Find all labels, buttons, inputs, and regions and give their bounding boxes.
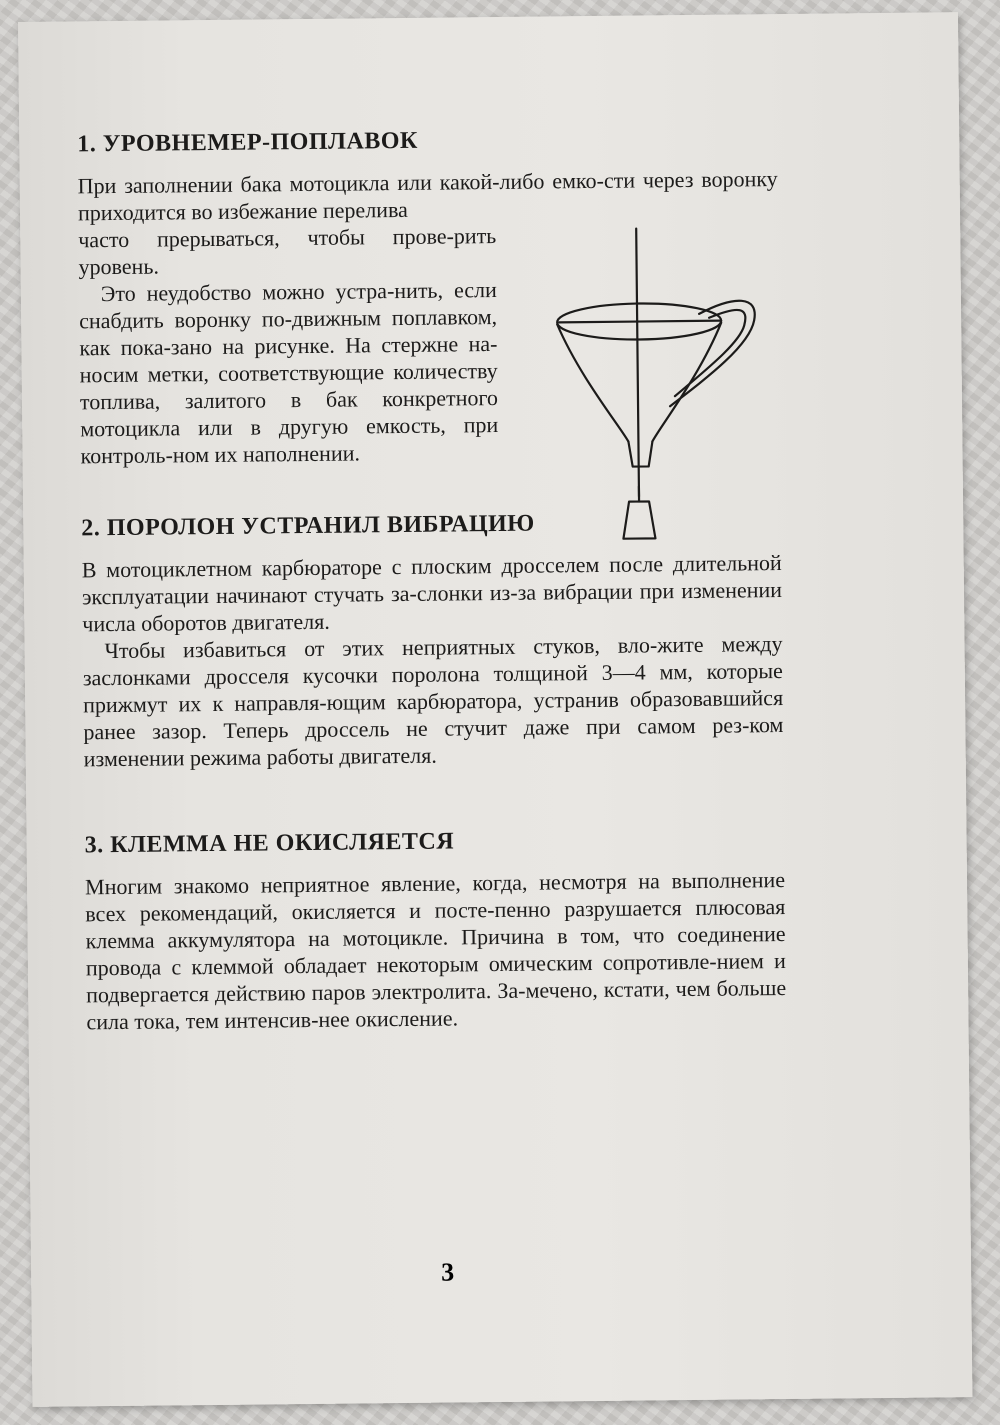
section-2-paragraph-1: В мотоциклетном карбюраторе с плоским дросселем после длительной эксплуатации начинают стучать за-слонки из-за вибрации при изменении числа оборотов двигателя. <box>81 550 783 637</box>
section-3-title: 3. КЛЕММА НЕ ОКИСЛЯЕТСЯ <box>84 828 455 859</box>
page-content <box>77 124 787 1081</box>
book-page <box>18 12 972 1407</box>
section-1-title: 1. УРОВНЕМЕР-ПОПЛАВОК <box>77 127 418 158</box>
section-2-title: 2. ПОРОЛОН УСТРАНИЛ ВИБРАЦИЮ <box>81 510 535 542</box>
section-2-paragraph-2: Чтобы избавиться от этих неприятных стуков, вло-жите между заслонками дросселя кусочки поролона толщиной 3—4 мм, которые прижмут их к направля-ющим карбюратора, устранив образовавшийся ранее зазор. Теперь дроссель не стучит даже при самом рез-ком изменении режима работы двигателя. <box>82 631 784 772</box>
section-1-paragraph-1b: часто прерываться, чтобы прове-рить уровень. <box>78 223 497 280</box>
section-3 <box>84 825 786 1035</box>
section-2 <box>81 508 784 772</box>
section-1-body <box>78 165 781 469</box>
section-1 <box>77 124 781 469</box>
funnel-with-float-illustration-icon <box>548 225 771 547</box>
section-1-paragraph-1: При заполнении бака мотоцикла или какой-либо емко-сти через воронку приходится во избежание перелива <box>77 166 778 226</box>
section-3-paragraph-1: Многим знакомо неприятное явление, когда, несмотря на выполнение всех рекомендаций, окисляется и посте-пенно разрушается плюсовая клемма аккумулятора на мотоцикле. Причина в том, что соединение провода с клеммой обладает некоторым омическим сопротивле-нием и подвергается действию паров электролита. За-мечено, кстати, чем больше сила тока, тем интенсив-нее окисление. <box>84 867 787 1035</box>
page-number: 3 <box>440 1257 455 1287</box>
section-1-paragraph-2: Это неудобство можно устра-нить, если снабдить воронку по-движным поплавком, как пока-зано на рисунке. На стержне на-носим метки, соответствующие количеству топлива, залитого в бак конкретного мотоцикла или в другую емкость, при контроль-ном их наполнении. <box>79 277 499 469</box>
